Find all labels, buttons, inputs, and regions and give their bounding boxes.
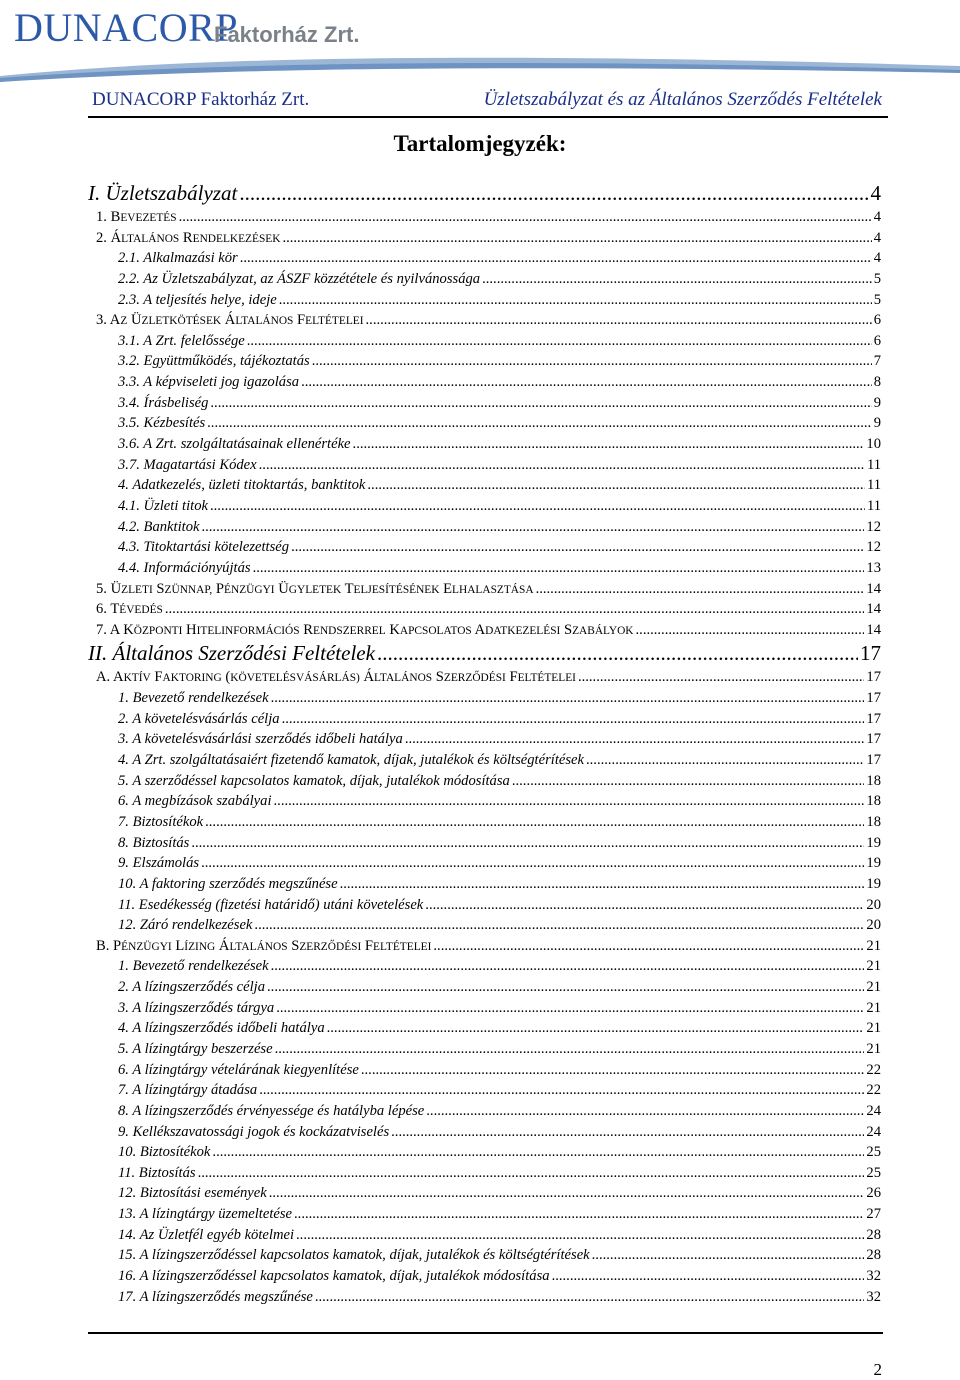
toc-entry[interactable] <box>88 1287 883 1308</box>
toc-leader-dots <box>391 1122 864 1143</box>
toc-entry-label: 9. Kellékszavatossági jogok és kockázatviselés <box>118 1123 390 1140</box>
toc-entry-label: 2. ÁLTALÁNOS RENDELKEZÉSEK <box>96 229 281 246</box>
table-of-contents <box>88 180 883 1307</box>
toc-entry-page: 17 <box>860 641 881 666</box>
toc-leader-dots <box>201 517 864 538</box>
toc-entry-label: 9. Elszámolás <box>118 855 200 872</box>
toc-entry-label: 6. A megbízások szabályai <box>118 793 272 810</box>
company-logo <box>0 0 960 85</box>
toc-entry-label: 4. A lízingszerződés időbeli hatálya <box>118 1020 325 1037</box>
toc-entry-page: 10 <box>866 436 881 453</box>
toc-entry[interactable] <box>88 1039 883 1060</box>
toc-entry-label: 3.6. A Zrt. szolgáltatásainak ellenértéke <box>118 436 351 453</box>
toc-leader-dots <box>592 1245 865 1266</box>
toc-leader-dots <box>282 228 871 249</box>
toc-entry[interactable] <box>88 372 883 393</box>
toc-leader-dots <box>274 791 865 812</box>
toc-entry[interactable] <box>88 1163 883 1184</box>
logo-swoosh-icon <box>0 48 960 84</box>
toc-entry-label: 2.3. A teljesítés helye, ideje <box>118 291 277 308</box>
toc-entry-label: 4.4. Információnyújtás <box>118 559 251 576</box>
toc-entry-label: 13. A lízingtárgy üzemeltetése <box>118 1206 293 1223</box>
toc-entry-page: 28 <box>866 1226 881 1243</box>
toc-leader-dots <box>259 455 865 476</box>
toc-entry[interactable] <box>88 998 883 1019</box>
toc-entry-label: A. AKTÍV FAKTORING (KÖVETELÉSVÁSÁRLÁS) ÁLTALÁNOS SZERZŐDÉSI FELTÉTELEI <box>96 669 576 686</box>
toc-leader-dots <box>315 1287 865 1308</box>
toc-entry-label: 3. A lízingszerződés tárgya <box>118 999 275 1016</box>
toc-entry[interactable] <box>88 1060 883 1081</box>
toc-leader-dots <box>201 853 864 874</box>
toc-entry-label: I. Üzletszabályzat <box>88 181 238 205</box>
toc-entry[interactable] <box>88 1142 883 1163</box>
toc-entry[interactable] <box>88 517 883 538</box>
toc-entry-page: 21 <box>866 999 881 1016</box>
footer-divider <box>88 1332 883 1334</box>
toc-entry[interactable] <box>88 599 883 620</box>
toc-entry-page: 7 <box>873 353 881 370</box>
toc-entry[interactable] <box>88 1225 883 1246</box>
toc-entry-label: 3.7. Magatartási Kódex <box>118 456 257 473</box>
toc-entry-page: 26 <box>866 1185 881 1202</box>
toc-entry-label: 1. Bevezető rendelkezések <box>118 958 269 975</box>
toc-entry-label: 7. A lízingtárgy átadása <box>118 1082 258 1099</box>
toc-leader-dots <box>271 956 865 977</box>
toc-entry[interactable] <box>88 207 883 228</box>
toc-entry[interactable] <box>88 579 883 600</box>
toc-entry-page: 14 <box>866 621 881 638</box>
toc-entry[interactable] <box>88 750 883 771</box>
toc-entry-page: 4 <box>873 229 881 246</box>
toc-entry[interactable] <box>88 915 883 936</box>
toc-entry-label: 3.3. A képviseleti jog igazolása <box>118 374 300 391</box>
toc-entry-page: 12 <box>866 518 881 535</box>
toc-entry-page: 17 <box>866 752 881 769</box>
logo-brand: DUNACORP <box>14 5 239 50</box>
toc-leader-dots <box>247 331 872 352</box>
toc-leader-dots <box>240 248 872 269</box>
toc-entry[interactable] <box>88 620 883 641</box>
toc-entry[interactable] <box>88 1204 883 1225</box>
toc-entry-page: 12 <box>866 539 881 556</box>
toc-entry-page: 28 <box>866 1247 881 1264</box>
toc-entry[interactable] <box>88 496 883 517</box>
toc-entry-label: 2. A követelésvásárlás célja <box>118 710 280 727</box>
toc-entry-label: 1. Bevezető rendelkezések <box>118 690 269 707</box>
toc-entry[interactable] <box>88 393 883 414</box>
toc-entry-label: 14. Az Üzletfél egyéb kötelmei <box>118 1226 295 1243</box>
toc-entry-page: 27 <box>866 1206 881 1223</box>
toc-leader-dots <box>636 620 865 641</box>
toc-leader-dots <box>210 496 865 517</box>
toc-entry[interactable] <box>88 1245 883 1266</box>
toc-entry-label: 1. BEVEZETÉS <box>96 209 177 225</box>
toc-entry[interactable] <box>88 1018 883 1039</box>
toc-entry-page: 19 <box>866 834 881 851</box>
toc-entry[interactable] <box>88 667 883 688</box>
toc-entry-label: 4. Adatkezelés, üzleti titoktartás, banktitok <box>118 477 366 494</box>
toc-entry[interactable] <box>88 475 883 496</box>
toc-entry[interactable] <box>88 537 883 558</box>
toc-entry-page: 17 <box>866 731 881 748</box>
toc-entry-page: 22 <box>866 1082 881 1099</box>
toc-entry-page: 5 <box>873 270 881 287</box>
toc-entry-page: 21 <box>866 1040 881 1057</box>
toc-entry-label: 4.2. Banktitok <box>118 518 200 535</box>
toc-leader-dots <box>361 1060 865 1081</box>
toc-entry[interactable] <box>88 771 883 792</box>
toc-entry-page: 17 <box>866 669 881 686</box>
page-number: 2 <box>873 1360 882 1379</box>
toc-entry-page: 20 <box>866 917 881 934</box>
toc-entry-label: 11. Biztosítás <box>118 1164 196 1181</box>
toc-entry-page: 21 <box>866 979 881 996</box>
toc-entry-page: 18 <box>866 813 881 830</box>
toc-leader-dots <box>294 1204 864 1225</box>
toc-leader-dots <box>259 1080 864 1101</box>
toc-leader-dots <box>191 833 864 854</box>
toc-entry[interactable] <box>88 269 883 290</box>
toc-entry-label: 5. A lízingtárgy beszerzése <box>118 1040 273 1057</box>
toc-leader-dots <box>367 475 865 496</box>
toc-entry-page: 4 <box>870 181 881 205</box>
toc-leader-dots <box>301 372 872 393</box>
toc-entry-label: 4. A Zrt. szolgáltatásaiért fizetendő kamatok, díjak, jutalékok és költségtérítések <box>118 752 584 769</box>
toc-entry-page: 32 <box>866 1288 881 1305</box>
toc-entry-page: 19 <box>866 875 881 892</box>
toc-entry-label: 16. A lízingszerződéssel kapcsolatos kamatok, díjak, jutalékok módosítása <box>118 1268 550 1285</box>
toc-leader-dots <box>269 1183 865 1204</box>
toc-entry-page: 24 <box>866 1102 881 1119</box>
toc-entry-page: 4 <box>873 250 881 267</box>
toc-entry[interactable] <box>88 977 883 998</box>
toc-entry-page: 11 <box>866 477 881 494</box>
toc-leader-dots <box>282 709 865 730</box>
toc-entry[interactable] <box>88 1101 883 1122</box>
toc-entry-page: 17 <box>866 690 881 707</box>
toc-leader-dots <box>426 1101 864 1122</box>
toc-entry-label: 17. A lízingszerződés megszűnése <box>118 1288 313 1305</box>
toc-entry[interactable] <box>88 558 883 579</box>
toc-entry-label: B. PÉNZÜGYI LÍZING ÁLTALÁNOS SZERZŐDÉSI FELTÉTELEI <box>96 937 432 954</box>
toc-entry-page: 20 <box>866 896 881 913</box>
toc-entry[interactable] <box>88 709 883 730</box>
toc-entry-label: 6. A lízingtárgy vételárának kiegyenlítése <box>118 1061 359 1078</box>
toc-leader-dots <box>207 413 872 434</box>
toc-entry[interactable] <box>88 290 883 311</box>
toc-entry-page: 9 <box>873 394 881 411</box>
toc-entry-page: 13 <box>866 559 881 576</box>
toc-leader-dots <box>296 1225 864 1246</box>
header-company: DUNACORP Faktorház Zrt. <box>92 89 310 110</box>
toc-leader-dots <box>353 434 865 455</box>
toc-entry[interactable] <box>88 331 883 352</box>
toc-leader-dots <box>425 895 864 916</box>
toc-entry[interactable] <box>88 936 883 957</box>
toc-entry[interactable] <box>88 351 883 372</box>
toc-leader-dots <box>212 1142 864 1163</box>
header-document-title: Üzletszabályzat és az Általános Szerződés Feltételek <box>483 89 882 110</box>
toc-entry[interactable] <box>88 310 883 331</box>
toc-entry-page: 21 <box>866 937 881 954</box>
toc-entry[interactable] <box>88 180 883 207</box>
toc-entry-label: 3.4. Írásbeliség <box>118 394 209 411</box>
toc-leader-dots <box>327 1018 865 1039</box>
toc-entry-label: 3.5. Kézbesítés <box>118 415 206 432</box>
toc-leader-dots <box>239 180 868 207</box>
toc-entry-label: 15. A lízingszerződéssel kapcsolatos kamatok, díjak, jutalékok és költségtérítések <box>118 1247 590 1264</box>
toc-entry-page: 22 <box>866 1061 881 1078</box>
toc-entry-label: 2.2. Az Üzletszabályzat, az ÁSZF közzététele és nyilvánossága <box>118 270 481 287</box>
toc-entry-page: 5 <box>873 291 881 308</box>
toc-entry-label: 12. Záró rendelkezések <box>118 917 253 934</box>
toc-entry-label: 5. ÜZLETI SZÜNNAP, PÉNZÜGYI ÜGYLETEK TELJESÍTÉSÉNEK ELHALASZTÁSA <box>96 580 534 597</box>
toc-leader-dots <box>552 1266 865 1287</box>
toc-entry-label: 11. Esedékesség (fizetési határidő) utáni követelések <box>118 896 424 913</box>
toc-leader-dots <box>205 812 864 833</box>
toc-leader-dots <box>276 998 864 1019</box>
toc-leader-dots <box>578 667 864 688</box>
toc-leader-dots <box>254 915 864 936</box>
toc-entry[interactable] <box>88 1080 883 1101</box>
toc-entry-label: 6. TÉVEDÉS <box>96 601 163 618</box>
toc-entry[interactable] <box>88 434 883 455</box>
logo-subtitle: Faktorház Zrt. <box>214 22 360 47</box>
toc-entry[interactable] <box>88 688 883 709</box>
toc-entry-page: 32 <box>866 1268 881 1285</box>
toc-entry[interactable] <box>88 833 883 854</box>
toc-entry-page: 18 <box>866 772 881 789</box>
toc-entry-page: 24 <box>866 1123 881 1140</box>
toc-leader-dots <box>179 207 872 228</box>
toc-entry[interactable] <box>88 413 883 434</box>
toc-entry[interactable] <box>88 791 883 812</box>
toc-entry[interactable] <box>88 812 883 833</box>
toc-entry[interactable] <box>88 1183 883 1204</box>
running-header <box>88 86 888 118</box>
toc-entry-page: 17 <box>866 710 881 727</box>
toc-entry[interactable] <box>88 729 883 750</box>
toc-entry-page: 18 <box>866 793 881 810</box>
toc-leader-dots <box>165 599 865 620</box>
toc-leader-dots <box>536 579 865 600</box>
toc-entry-label: 8. A lízingszerződés érvényessége és hatályba lépése <box>118 1102 425 1119</box>
toc-leader-dots <box>279 290 872 311</box>
toc-entry[interactable] <box>88 895 883 916</box>
toc-entry-page: 8 <box>873 374 881 391</box>
toc-entry[interactable] <box>88 874 883 895</box>
toc-leader-dots <box>198 1163 865 1184</box>
toc-entry-page: 9 <box>873 415 881 432</box>
toc-entry-label: 4.3. Titoktartási kötelezettség <box>118 539 290 556</box>
toc-leader-dots <box>271 688 865 709</box>
toc-entry-page: 14 <box>866 580 881 597</box>
page-title: Tartalomjegyzék: <box>393 131 567 156</box>
toc-entry[interactable] <box>88 1266 883 1287</box>
toc-entry-page: 4 <box>873 209 881 225</box>
toc-entry-label: II. Általános Szerződési Feltételek <box>88 641 375 666</box>
toc-entry-label: 12. Biztosítási események <box>118 1185 267 1202</box>
toc-entry-label: 3.1. A Zrt. felelőssége <box>118 332 245 349</box>
toc-entry-label: 4.1. Üzleti titok <box>118 497 208 514</box>
toc-leader-dots <box>275 1039 865 1060</box>
toc-entry-label: 2.1. Alkalmazási kör <box>118 250 238 267</box>
toc-entry-label: 10. Biztosítékok <box>118 1144 211 1161</box>
toc-entry-page: 21 <box>866 1020 881 1037</box>
toc-leader-dots <box>267 977 864 998</box>
toc-leader-dots <box>366 310 872 331</box>
toc-entry[interactable] <box>88 228 883 249</box>
toc-entry-label: 3.2. Együttműködés, tájékoztatás <box>118 353 310 370</box>
toc-entry-label: 10. A faktoring szerződés megszűnése <box>118 875 338 892</box>
toc-entry-page: 11 <box>866 456 881 473</box>
toc-leader-dots <box>405 729 865 750</box>
toc-entry[interactable] <box>88 956 883 977</box>
toc-leader-dots <box>482 269 872 290</box>
toc-entry-page: 11 <box>866 497 881 514</box>
toc-entry-page: 21 <box>866 958 881 975</box>
toc-entry-label: 7. Biztosítékok <box>118 813 204 830</box>
toc-entry-label: 8. Biztosítás <box>118 834 190 851</box>
toc-entry-page: 19 <box>866 855 881 872</box>
toc-leader-dots <box>210 393 871 414</box>
toc-entry-page: 14 <box>866 601 881 618</box>
toc-leader-dots <box>340 874 865 895</box>
toc-leader-dots <box>253 558 865 579</box>
toc-leader-dots <box>433 936 864 957</box>
toc-leader-dots <box>586 750 864 771</box>
toc-entry-label: 7. A KÖZPONTI HITELINFORMÁCIÓS RENDSZERREL KAPCSOLATOS ADATKEZELÉSI SZABÁLYOK <box>96 621 634 638</box>
toc-leader-dots <box>512 771 865 792</box>
toc-entry-label: 3. AZ ÜZLETKÖTÉSEK ÁLTALÁNOS FELTÉTELEI <box>96 312 364 329</box>
toc-entry[interactable] <box>88 640 883 667</box>
toc-entry-page: 6 <box>873 312 881 329</box>
toc-entry-page: 25 <box>866 1144 881 1161</box>
toc-entry-label: 2. A lízingszerződés célja <box>118 979 266 996</box>
toc-leader-dots <box>377 640 858 667</box>
toc-leader-dots <box>291 537 864 558</box>
toc-entry-label: 3. A követelésvásárlási szerződés időbeli hatálya <box>118 731 403 748</box>
toc-entry-page: 25 <box>866 1164 881 1181</box>
toc-entry-label: 5. A szerződéssel kapcsolatos kamatok, díjak, jutalékok módosítása <box>118 772 510 789</box>
toc-entry[interactable] <box>88 1122 883 1143</box>
toc-entry[interactable] <box>88 248 883 269</box>
toc-entry-page: 6 <box>873 332 881 349</box>
toc-entry[interactable] <box>88 455 883 476</box>
toc-entry[interactable] <box>88 853 883 874</box>
toc-leader-dots <box>312 351 872 372</box>
